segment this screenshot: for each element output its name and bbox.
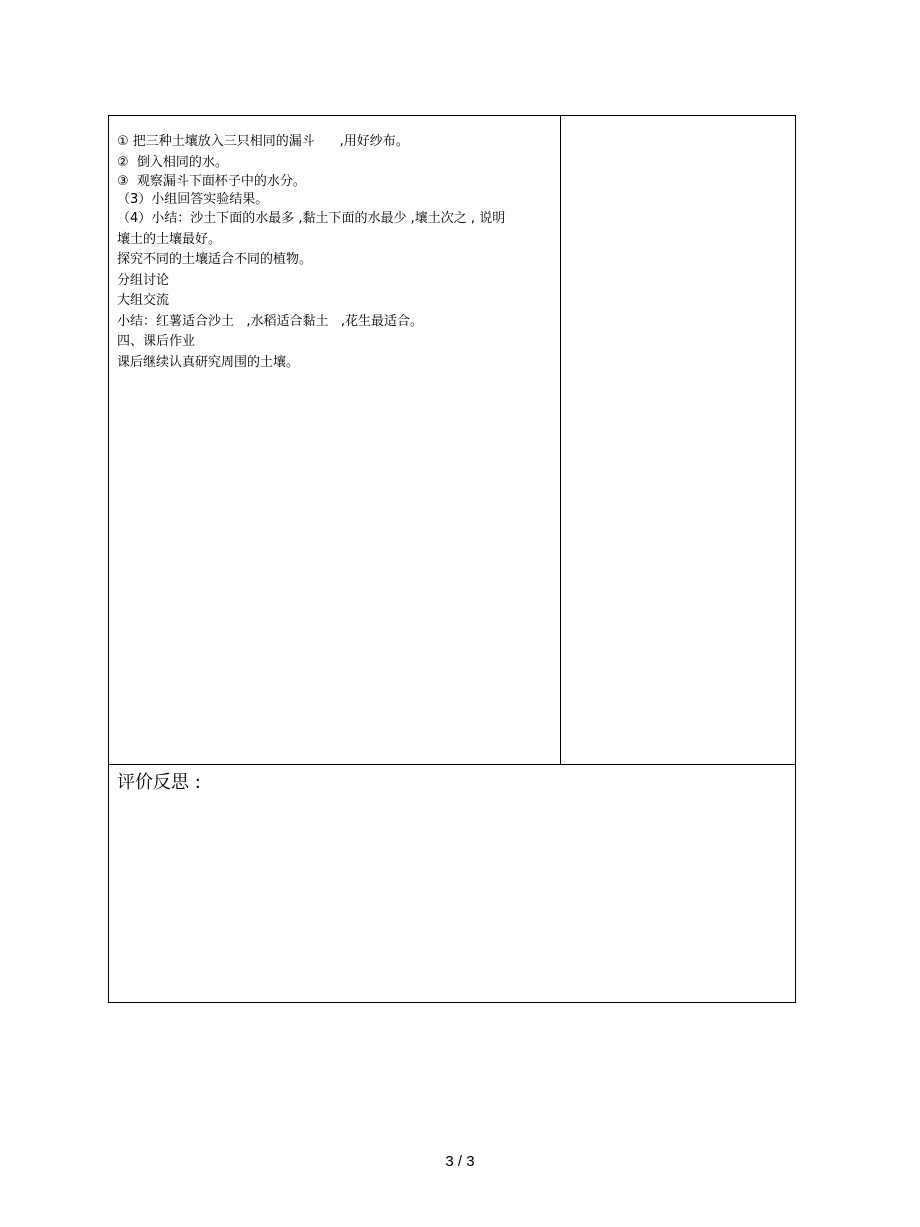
teaching-process-cell [109,116,561,764]
class-exchange-line: 大组交流 [117,293,170,308]
explore-line: 探究不同的土壤适合不同的植物。 [117,252,313,267]
reflection-title: 评价反思 : [117,772,201,793]
notes-cell [561,116,795,764]
page-number: 3 / 3 [445,1153,475,1170]
reflection-cell [109,765,795,1002]
lesson-plan-table [108,115,796,1003]
summary-line: （4）小结：沙土下面的水最多 ,黏土下面的水最少 ,壤土次之 , 说明 [117,211,506,226]
step-2-line: ② 倒入相同的水。 [117,154,228,170]
homework-line: 课后继续认真研究周围的土壤。 [117,354,300,370]
group-answer-line: （3）小组回答实验结果。 [117,192,269,207]
plant-summary-line: 小结：红薯适合沙土 ,水稻适合黏土 ,花生最适合。 [117,313,424,329]
step-3-line: ③ 观察漏斗下面杯子中的水分。 [117,174,306,189]
summary-continuation-line: 壤土的土壤最好。 [117,231,222,247]
step-1-line: ① 把三种土壤放入三只相同的漏斗 ,用好纱布。 [117,134,409,149]
teaching-process-text [117,132,557,373]
group-discussion-line: 分组讨论 [117,272,170,288]
homework-heading: 四、课后作业 [117,334,196,349]
